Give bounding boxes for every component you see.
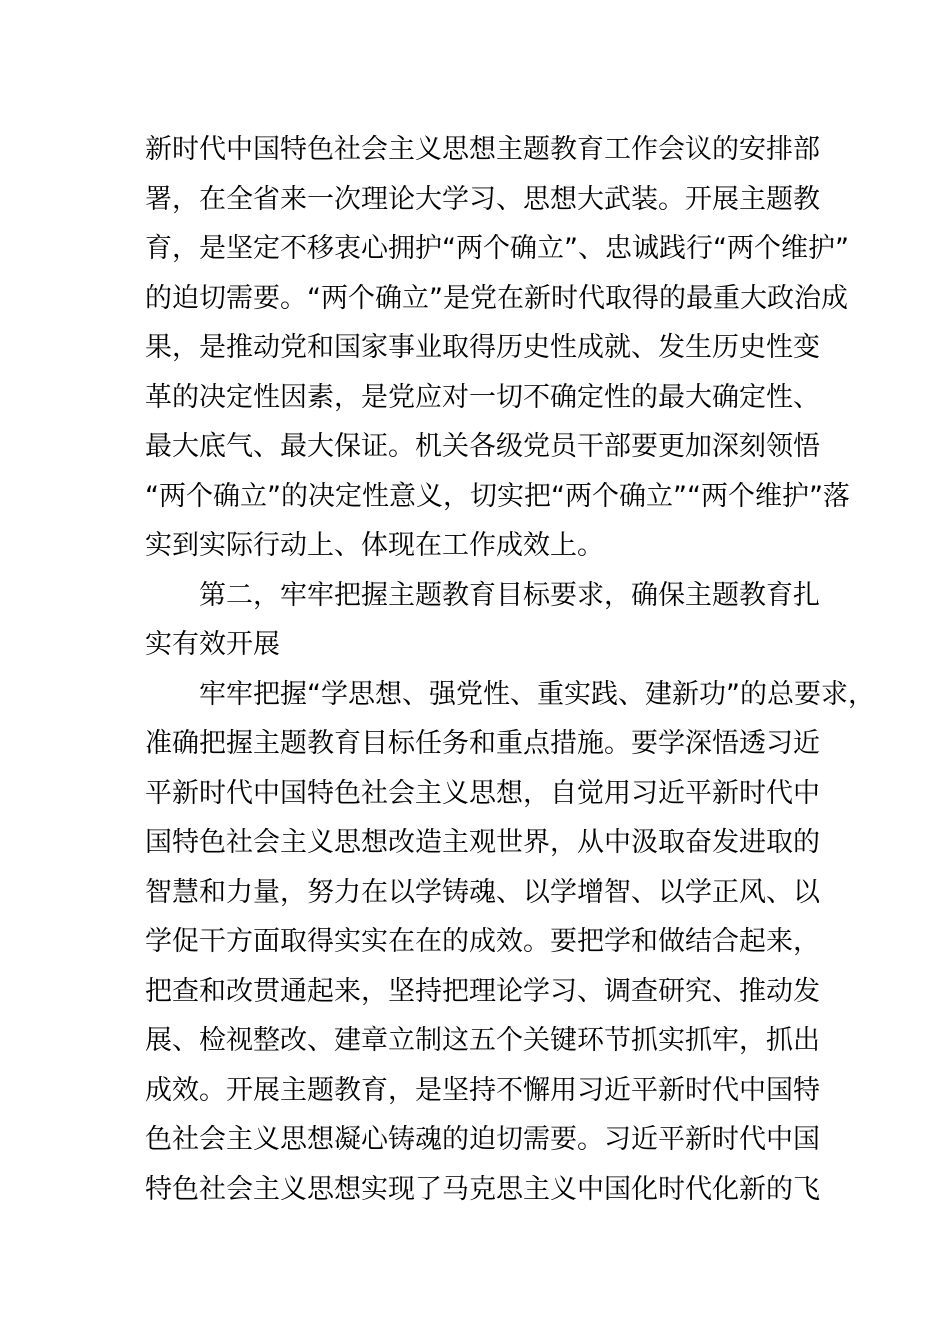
section-heading-line: 实有效开展 bbox=[145, 629, 280, 660]
text-line: 署，在全省来一次理论大学习、思想大武装。开展主题教 bbox=[145, 183, 820, 215]
text-line: 智慧和力量，努力在以学铸魂、以学增智、以学正风、以 bbox=[145, 876, 820, 908]
text-line: 果，是推动党和国家事业取得历史性成就、发生历史性变 bbox=[145, 332, 820, 363]
text-line: 平新时代中国特色社会主义思想，自觉用习近平新时代中 bbox=[145, 777, 820, 809]
text-line: 革的决定性因素，是党应对一切不确定性的最大确定性、 bbox=[145, 381, 820, 413]
paragraph-first-line: 牢牢把握“学思想、强党性、重实践、建新功”的总要求， bbox=[199, 678, 875, 710]
text-line: 成效。开展主题教育，是坚持不懈用习近平新时代中国特 bbox=[145, 1074, 820, 1106]
text-line: 把查和改贯通起来，坚持把理论学习、调查研究、推动发 bbox=[145, 975, 820, 1007]
text-line: 的迫切需要。“两个确立”是党在新时代取得的最重大政治成 bbox=[145, 282, 848, 314]
text-line: 准确把握主题教育目标任务和重点措施。要学深悟透习近 bbox=[145, 728, 820, 759]
text-line: 实到实际行动上、体现在工作成效上。 bbox=[145, 530, 604, 561]
text-line: 学促干方面取得实实在在的成效。要把学和做结合起来， bbox=[145, 926, 820, 957]
text-line: 色社会主义思想凝心铸魂的迫切需要。习近平新时代中国 bbox=[145, 1124, 820, 1155]
text-line: 展、检视整改、建章立制这五个关键环节抓实抓牢，抓出 bbox=[145, 1025, 820, 1056]
text-line: 育，是坚定不移衷心拥护“两个确立”、忠诚践行“两个维护” bbox=[145, 233, 849, 264]
text-line: 最大底气、最大保证。机关各级党员干部要更加深刻领悟 bbox=[145, 431, 820, 462]
text-line: 新时代中国特色社会主义思想主题教育工作会议的安排部 bbox=[145, 134, 820, 165]
section-heading-line: 第二，牢牢把握主题教育目标要求，确保主题教育扎 bbox=[199, 579, 820, 611]
text-line: 国特色社会主义思想改造主观世界，从中汲取奋发进取的 bbox=[145, 827, 820, 858]
document-body bbox=[145, 125, 875, 1214]
text-line: “两个确立”的决定性意义，切实把“两个确立”“两个维护”落 bbox=[145, 480, 850, 512]
text-line: 特色社会主义思想实现了马克思主义中国化时代化新的飞 bbox=[145, 1173, 820, 1205]
